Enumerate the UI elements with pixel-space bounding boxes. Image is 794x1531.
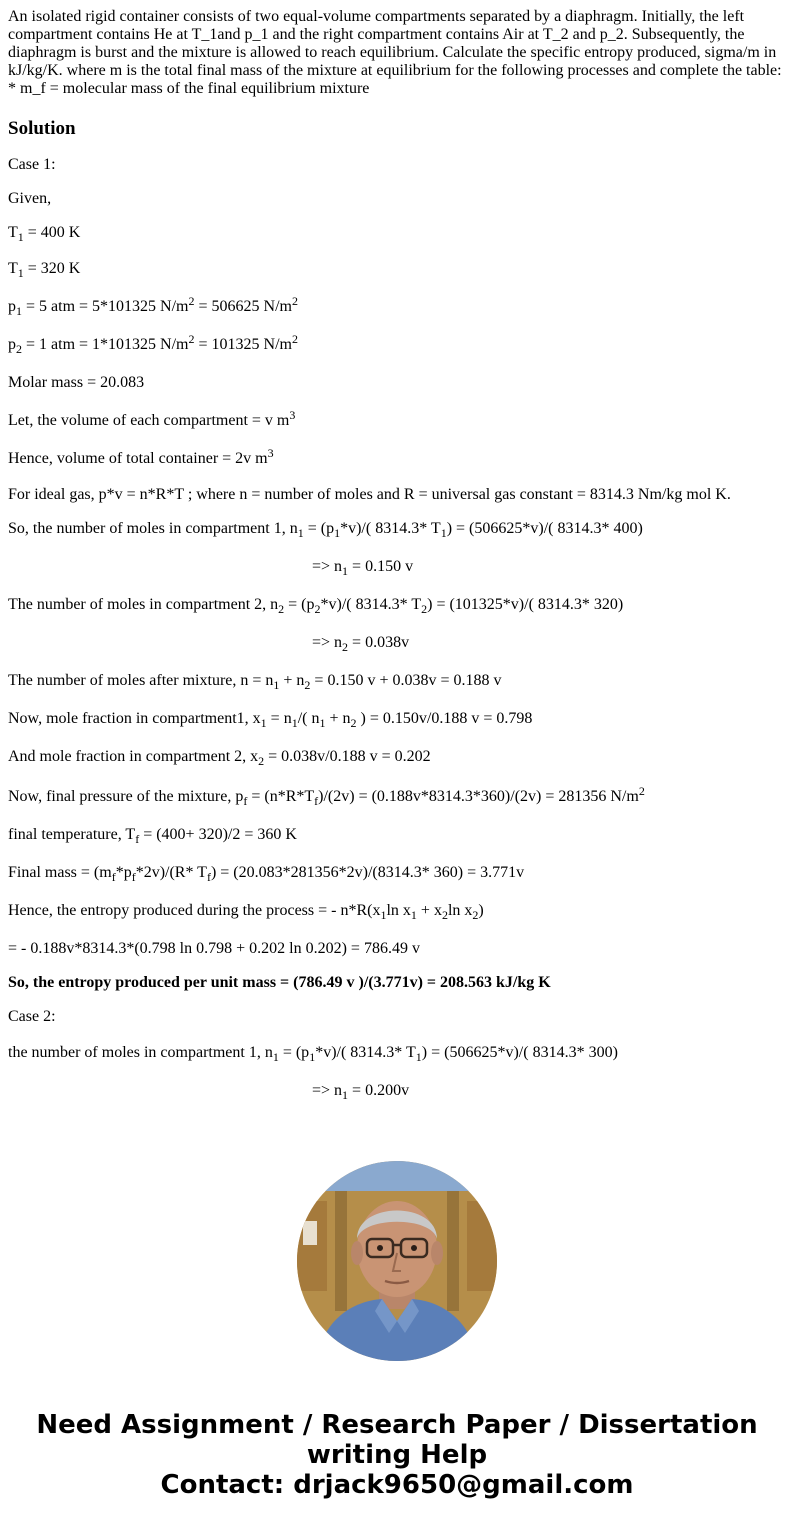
case2-label: Case 2: [8,1008,56,1025]
banner-line-2: writing Help [306,1440,488,1470]
solution-heading: Solution [8,118,76,139]
n2-result: => $n_2 = 0.038v$ [312,634,410,654]
question-text: An isolated rigid container consists of two equal-volume compartments separated by a diaphragm. Initially, the left compartment contains He at T_1and p_1 and the right compartment contains Air at T_2 and p_2. Subsequently, the diaphragm is burst and the mixture is allowed to reach equilibrium. Calculate the specific entropy produced, sigma/m in kJ/kg/K. where m is the total final mass of the mixture at equilibrium for the following processes and complete the table: * m_f = molecular mass of the final equilibrium mixture [8,8,782,97]
banner-line-1: Need Assignment / Research Paper / Dissertation [36,1410,758,1440]
author-avatar [297,1161,497,1361]
solution-document [0,8,794,1100]
final-mass-line: Final mass = $(m_f*p_f*2v)/(R*$ $T_f) = (20.083*281356*2v)/(8314.3*$ 360) = 3.771v [8,864,525,884]
volume-total: Hence, volume of total container = 2v $m^3$ [8,446,274,467]
case2-n1-result: => $n_1 = 0.200v$ [312,1082,410,1102]
assignment-help-banner [0,1410,794,1500]
x2-line: And mole fraction in compartment 2, $x_2 = 0.038v/0.188$ v = 0.202 [8,748,431,768]
pf-line: Now, final pressure of the mixture, $p_f = (n*R*T_f)/(2v) = (0.188v*8314.3*360)/(2v) = 281356$ $N/m^2$ [8,784,645,808]
case1-label: Case 1: [8,156,56,173]
t2-line: $T_1 = 320$ K [8,260,81,280]
p2-line: $p_2 = 1$ atm = 1*101325 $N/m^2 = 101325$ $N/m^2$ [8,332,298,356]
given-label: Given, [8,190,52,207]
n-total-line: The number of moles after mixture, $n = n_1 + n_2 = 0.150$ v + 0.038v = 0.188 v [8,672,502,692]
tf-line: final temperature, $T_f = (400+ 320)/2 = 360$ K [8,826,297,846]
n1-result: => $n_1 = 0.150$ v [312,558,414,578]
author-photo [297,1161,497,1361]
p1-line: $p_1 = 5$ atm = 5*101325 $N/m^2 = 506625$ $N/m^2$ [8,294,298,318]
molar-mass: Molar mass = 20.083 [8,374,145,391]
t1-line: $T_1 = 400$ K [8,224,81,244]
n2-line: The number of moles in compartment 2, $n_2 = (p_2*v)/$( 8314.3* $T_2) = (101325*v)/$( 8314.3* 320) [8,596,624,616]
n1-line: So, the number of moles in compartment 1, $n_1 = (p_1*v)/$( 8314.3* $T_1) = (506625*v)/$( 8314.3* 400) [8,520,643,540]
entropy-line: Hence, the entropy produced during the process = - $n*R(x_1\ln$ $x_1 + x_2\ln$ $x_2$) [8,902,484,922]
entropy-result: So, the entropy produced per unit mass = (786.49 v )/(3.771v) = 208.563 kJ/kg K [8,974,551,991]
contact-email[interactable]: Contact: drjack9650@gmail.com [160,1470,634,1500]
ideal-gas-line: For ideal gas, p*v = n*R*T ; where n = number of moles and R = universal gas constant = 8314.3 Nm/kg mol K. [8,486,731,503]
volume-each: Let, the volume of each compartment = v $m^3$ [8,408,296,429]
x1-line: Now, mole fraction in compartment1, $x_1 = n_1/$( $n_1 + n_2$ ) = 0.150v/0.188 v = 0.798 [8,710,533,730]
case2-n1-line: the number of moles in compartment 1, $n_1 = (p_1*v)/$( 8314.3* $T_1) = (506625*v)/$( 8314.3* 300) [8,1044,618,1064]
entropy-calc-line: = - 0.188v*8314.3*(0.798 ln 0.798 + 0.202 ln 0.202) = 786.49 v [8,940,420,957]
